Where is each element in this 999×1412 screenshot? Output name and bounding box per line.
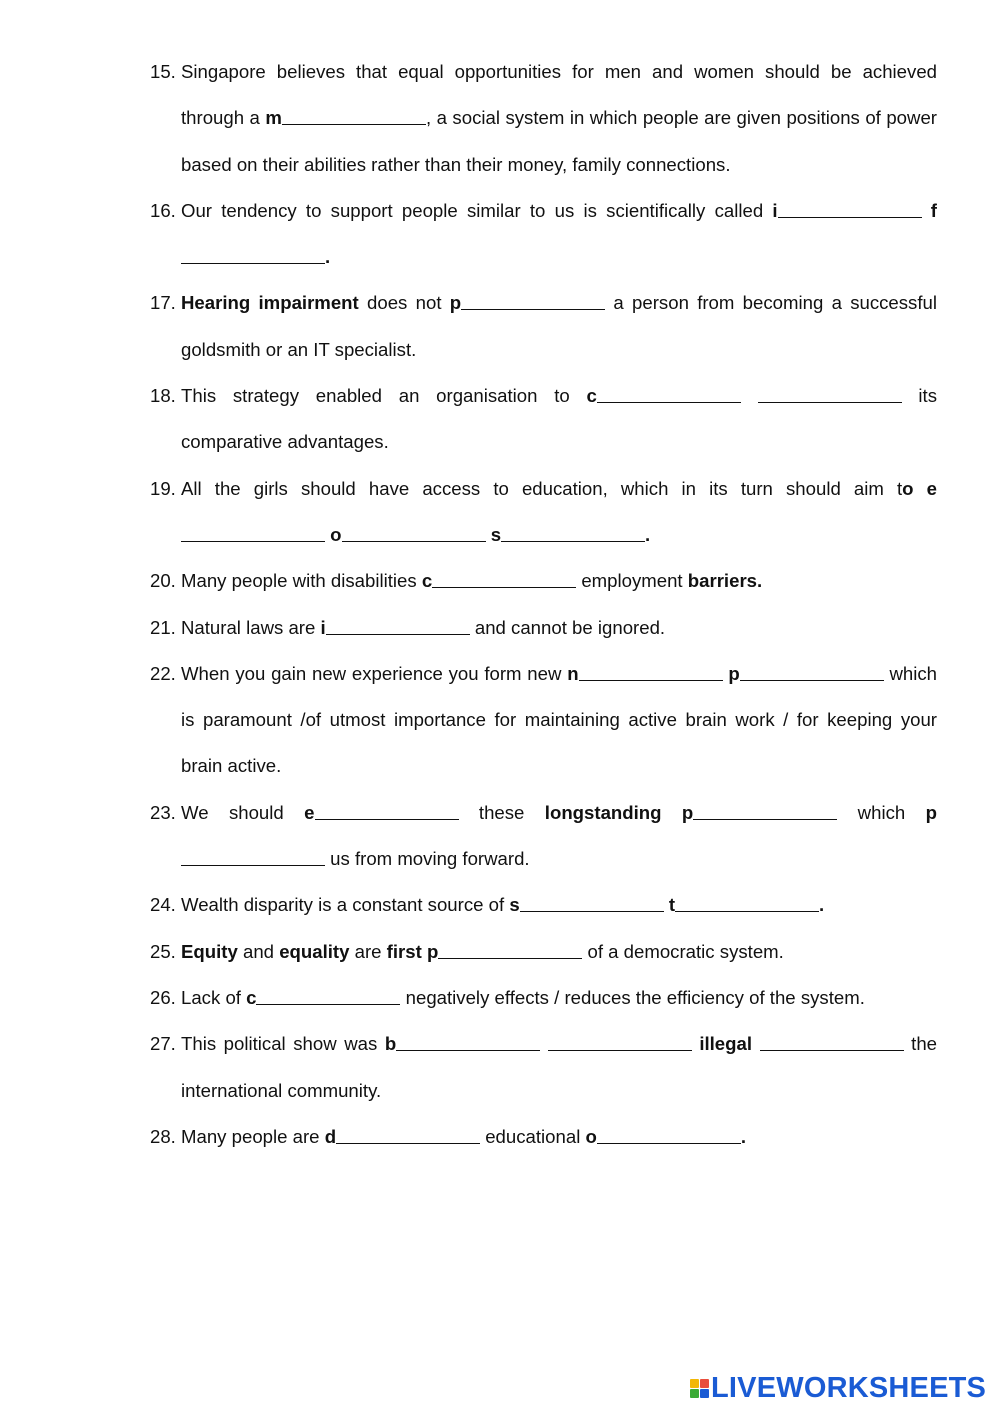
question-text [181,1114,937,1160]
question-text-fragment [540,1033,548,1054]
question-text [181,49,937,188]
answer-blank[interactable] [740,662,884,681]
question-number: 24. [150,894,176,916]
answer-blank[interactable] [342,523,486,542]
question-number: 26. [150,986,176,1008]
question-number: 19. [150,477,176,499]
question-text-fragment: This strategy enabled an organisation to [181,385,587,407]
question-text-fragment [914,478,927,499]
question-text-fragment: Many people are [181,1125,325,1147]
question-text-fragment: which [837,801,926,823]
question-text-fragment: these [458,801,545,823]
answer-blank[interactable] [326,616,470,635]
question-text [181,373,937,466]
question-text [181,790,937,883]
bold-text: Equity [181,940,238,962]
bold-text: . [819,894,825,916]
question-item [150,373,937,466]
bold-text: barriers. [687,570,763,592]
bold-text: o [585,1125,597,1147]
logo-tile-blue [700,1389,709,1398]
bold-text: p [449,292,462,314]
question-text [181,929,937,975]
question-text-fragment: Lack of [181,986,247,1008]
question-text [181,558,937,604]
bold-text: . [325,246,331,268]
question-text [181,882,937,928]
question-text-fragment: the international community. [181,1033,937,1101]
bold-text: o [330,523,342,545]
question-item [150,188,937,281]
question-number: 25. [150,940,176,962]
question-text-fragment: Wealth disparity is a constant source of [181,894,510,916]
question-item [150,280,937,373]
bold-text: t [668,894,676,916]
liveworksheets-logo-icon [690,1379,709,1398]
question-text-fragment: and [237,940,280,962]
question-text-fragment: Many people with disabilities [181,570,422,592]
answer-blank[interactable] [579,662,723,681]
question-text-fragment [741,385,758,406]
question-text-fragment: and cannot be ignored. [469,616,666,638]
question-item [150,466,937,559]
answer-blank[interactable] [438,940,582,959]
question-number: 21. [150,616,176,638]
question-item [150,929,937,975]
question-text [181,188,937,281]
liveworksheets-logo [690,1372,990,1404]
bold-text: longstanding [544,801,662,823]
question-text [181,975,937,1021]
bold-text: f [930,199,937,221]
answer-blank[interactable] [461,291,605,310]
answer-blank[interactable] [282,106,426,125]
answer-blank[interactable] [315,801,459,820]
answer-blank[interactable] [693,801,837,820]
answer-blank[interactable] [256,986,400,1005]
bold-text: d [324,1125,337,1147]
logo-tile-red [700,1379,709,1388]
question-item [150,882,937,928]
question-number: 15. [150,61,176,82]
bold-text: c [586,385,597,407]
bold-text: . [740,1125,747,1147]
bold-text: e [304,801,315,823]
answer-blank[interactable] [675,893,819,912]
answer-blank[interactable] [396,1032,540,1051]
answer-blank[interactable] [181,523,325,542]
question-text-fragment: All the girls should have access to education, which in its turn should aim t [181,477,903,499]
bold-text: first p [386,940,439,962]
question-text-fragment: employment [576,570,688,592]
logo-tile-yellow [690,1379,699,1388]
question-text [181,466,937,559]
question-text-fragment: does not [358,292,450,314]
answer-blank[interactable] [548,1032,692,1051]
bold-text: p [925,801,937,823]
bold-text: b [384,1033,397,1055]
question-item [150,651,937,790]
question-list [150,49,937,1160]
question-text-fragment: We should [181,801,305,823]
bold-text: s [509,894,520,916]
answer-blank[interactable] [597,1125,741,1144]
question-item [150,975,937,1021]
question-item [150,790,937,883]
bold-text: c [246,986,257,1008]
question-text-fragment: us from moving forward. [325,848,530,870]
question-text-fragment [922,200,931,221]
bold-text: n [567,662,579,684]
question-item [150,1114,937,1160]
answer-blank[interactable] [597,384,741,403]
bold-text: illegal [699,1033,753,1055]
bold-text: s [490,523,502,545]
question-number: 17. [150,292,176,314]
question-text-fragment: Singapore believes that equal opportunities for men and women should be achieved through a [181,61,937,129]
answer-blank[interactable] [432,569,576,588]
answer-blank[interactable] [758,384,902,403]
question-number: 28. [150,1125,176,1147]
question-text-fragment [662,802,682,823]
logo-tile-green [690,1389,699,1398]
question-item [150,49,937,188]
question-text-fragment: a person from becoming a successful goldsmith or an IT specialist. [181,292,937,360]
question-item [150,558,937,604]
answer-blank[interactable] [778,199,922,218]
question-number: 27. [150,1033,176,1055]
bold-text: i [772,199,778,221]
question-text [181,280,937,373]
question-text-fragment: are [349,940,387,962]
question-number: 16. [150,199,176,221]
question-text [181,1021,937,1114]
question-item [150,605,937,651]
question-text [181,605,937,651]
bold-text: Hearing impairment [181,292,359,314]
bold-text: o [902,477,914,499]
bold-text: e [926,477,937,499]
question-text-fragment: its comparative advantages. [181,385,937,453]
question-text-fragment: When you gain new experience you form new [181,662,568,684]
bold-text: p [728,662,740,684]
question-number: 20. [150,570,176,592]
bold-text: equality [279,940,350,962]
question-number: 23. [150,801,176,823]
bold-text: p [681,801,694,823]
question-text-fragment: Our tendency to support people similar to us is scientifically called [181,199,773,221]
answer-blank[interactable] [181,245,325,264]
question-number: 18. [150,385,176,407]
bold-text: . [645,523,651,545]
answer-blank[interactable] [760,1032,904,1051]
answer-blank[interactable] [501,523,645,542]
bold-text: i [320,616,326,638]
question-text-fragment [752,1033,760,1054]
question-text-fragment: which is paramount /of utmost importance for maintaining active brain work / for keeping your brain active. [181,662,937,777]
question-text-fragment: Natural laws are [181,616,321,638]
question-text-fragment: of a democratic system. [582,940,784,962]
question-text-fragment: educational [480,1125,586,1147]
question-text-fragment: This political show was [181,1033,385,1055]
logo-text: LIVEWORKSHEETS [711,1371,987,1404]
question-text-fragment: , a social system in which people are given positions of power based on their abilities rather than their money, family connections. [181,107,937,175]
answer-blank[interactable] [520,893,664,912]
answer-blank[interactable] [336,1125,480,1144]
bold-text: m [265,107,282,129]
bold-text: c [421,570,433,592]
question-item [150,1021,937,1114]
question-number: 22. [150,662,176,684]
question-text-fragment: negatively effects / reduces the efficiency of the system. [400,986,865,1008]
answer-blank[interactable] [181,847,325,866]
question-text [181,651,937,790]
